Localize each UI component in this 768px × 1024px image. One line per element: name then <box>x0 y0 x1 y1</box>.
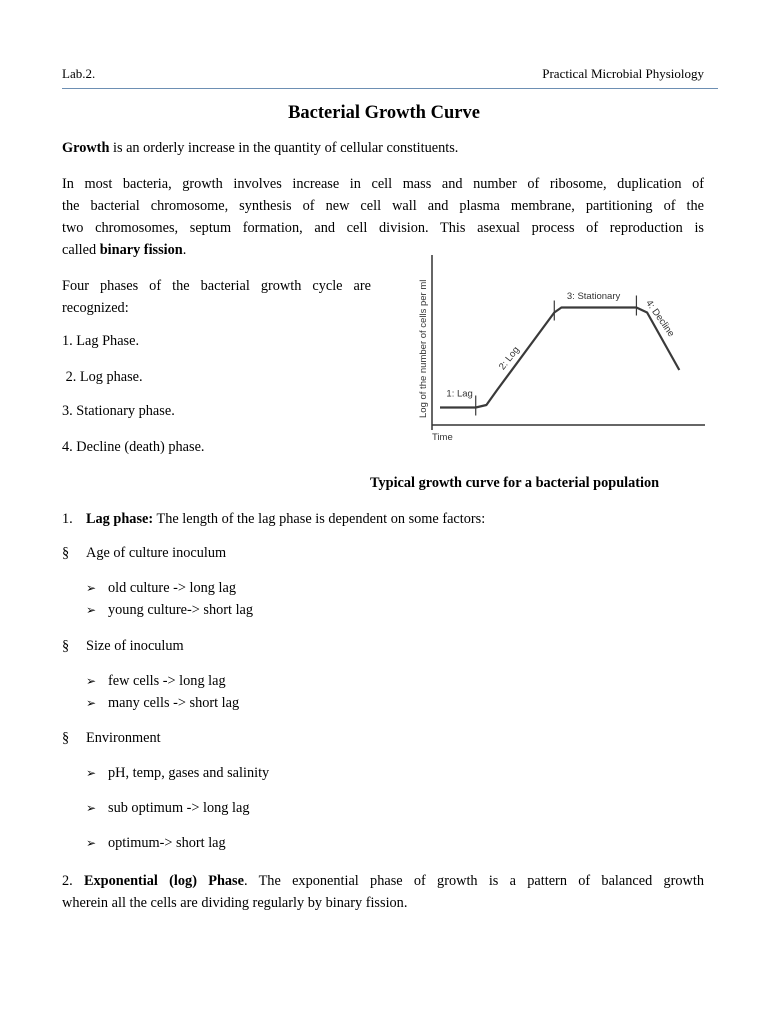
phase-label-4: 4: Decline <box>643 298 677 340</box>
factor-environment-item-1-text: pH, temp, gases and salinity <box>108 765 270 781</box>
exponential-phase-number: 2. <box>62 873 84 889</box>
phase-item-1: 1. Lag Phase. <box>62 333 140 349</box>
arrow-bullet-icon: ➢ <box>86 581 97 595</box>
factor-size-label: Size of inoculum <box>86 638 184 654</box>
factor-size-item-1 <box>86 673 226 690</box>
x-axis-label: Time <box>432 432 453 443</box>
factor-size-item-2-text: many cells -> short lag <box>108 695 240 711</box>
factor-environment-item-3 <box>86 835 226 852</box>
exponential-phase-line-2: wherein all the cells are dividing regularly by binary fission. <box>62 895 408 911</box>
y-axis-label: Log of the number of cells per ml <box>418 279 429 418</box>
section-bullet-icon: § <box>62 545 70 561</box>
exponential-phase-term: Exponential (log) Phase <box>84 873 244 889</box>
arrow-bullet-icon: ➢ <box>86 766 97 780</box>
header-divider <box>62 88 718 89</box>
para1-line-3: two chromosomes, septum formation, and cell division. This asexual process of reproduction is <box>62 220 704 236</box>
factor-age-label: Age of culture inoculum <box>86 545 227 561</box>
growth-curve-chart <box>400 250 740 450</box>
factor-environment-item-2 <box>86 800 250 817</box>
lag-phase-text: The length of the lag phase is dependent on some factors: <box>153 511 486 527</box>
factor-size-item-2 <box>86 695 239 712</box>
arrow-bullet-icon: ➢ <box>86 836 97 850</box>
phase-label-2: 2: Log <box>496 344 522 373</box>
factor-age-item-1-text: old culture -> long lag <box>108 580 236 596</box>
growth-curve-line <box>440 308 679 408</box>
factor-environment-label: Environment <box>86 730 161 746</box>
growth-term: Growth <box>62 140 110 156</box>
page-title: Bacterial Growth Curve <box>288 103 480 123</box>
phase-item-3: 3. Stationary phase. <box>62 403 175 419</box>
factor-size <box>62 638 184 655</box>
phase-item-2: 2. Log phase. <box>62 369 143 385</box>
factor-environment <box>62 730 161 747</box>
arrow-bullet-icon: ➢ <box>86 603 97 617</box>
figure-caption: Typical growth curve for a bacterial population <box>370 475 660 491</box>
section-bullet-icon: § <box>62 638 70 654</box>
growth-definition-text: is an orderly increase in the quantity of cellular constituents. <box>109 140 459 156</box>
lag-phase-term: Lag phase: <box>86 511 154 527</box>
arrow-bullet-icon: ➢ <box>86 674 97 688</box>
phase-label-1: 1: Lag <box>446 388 473 400</box>
factor-age <box>62 545 226 562</box>
factor-age-item-2 <box>86 602 253 619</box>
factor-age-item-2-text: young culture-> short lag <box>108 602 254 618</box>
phases-intro-line-2: recognized: <box>62 300 129 316</box>
growth-definition <box>62 137 704 159</box>
para1-line-1: In most bacteria, growth involves increase in cell mass and number of ribosome, duplication of <box>62 176 704 192</box>
factor-environment-item-2-text: sub optimum -> long lag <box>108 800 250 816</box>
factor-environment-item-1 <box>86 765 269 782</box>
factor-age-item-1 <box>86 580 236 597</box>
phases-intro-line-1: Four phases of the bacterial growth cycle are <box>62 278 371 294</box>
header-course-title: Practical Microbial Physiology <box>542 66 704 81</box>
para1-period: . <box>182 242 187 258</box>
exponential-phase-line-1 <box>62 870 704 892</box>
factor-size-item-1-text: few cells -> long lag <box>108 673 226 689</box>
arrow-bullet-icon: ➢ <box>86 801 97 815</box>
factor-environment-item-3-text: optimum-> short lag <box>108 835 226 851</box>
lag-phase-heading <box>62 511 485 528</box>
binary-fission-term: binary fission <box>99 242 183 258</box>
phase-label-3: 3: Stationary <box>566 290 621 302</box>
lag-phase-number: 1. <box>62 511 73 527</box>
section-bullet-icon: § <box>62 730 70 746</box>
para1-called: called <box>62 242 100 258</box>
para1-line-2: the bacterial chromosome, synthesis of new cell wall and plasma membrane, partitioning of the <box>62 198 704 214</box>
arrow-bullet-icon: ➢ <box>86 696 97 710</box>
phase-item-4: 4. Decline (death) phase. <box>62 439 205 455</box>
header-lab-number: Lab.2. <box>62 66 96 81</box>
exponential-phase-text-1: . The exponential phase of growth is a pattern of balanced growth <box>243 873 705 889</box>
